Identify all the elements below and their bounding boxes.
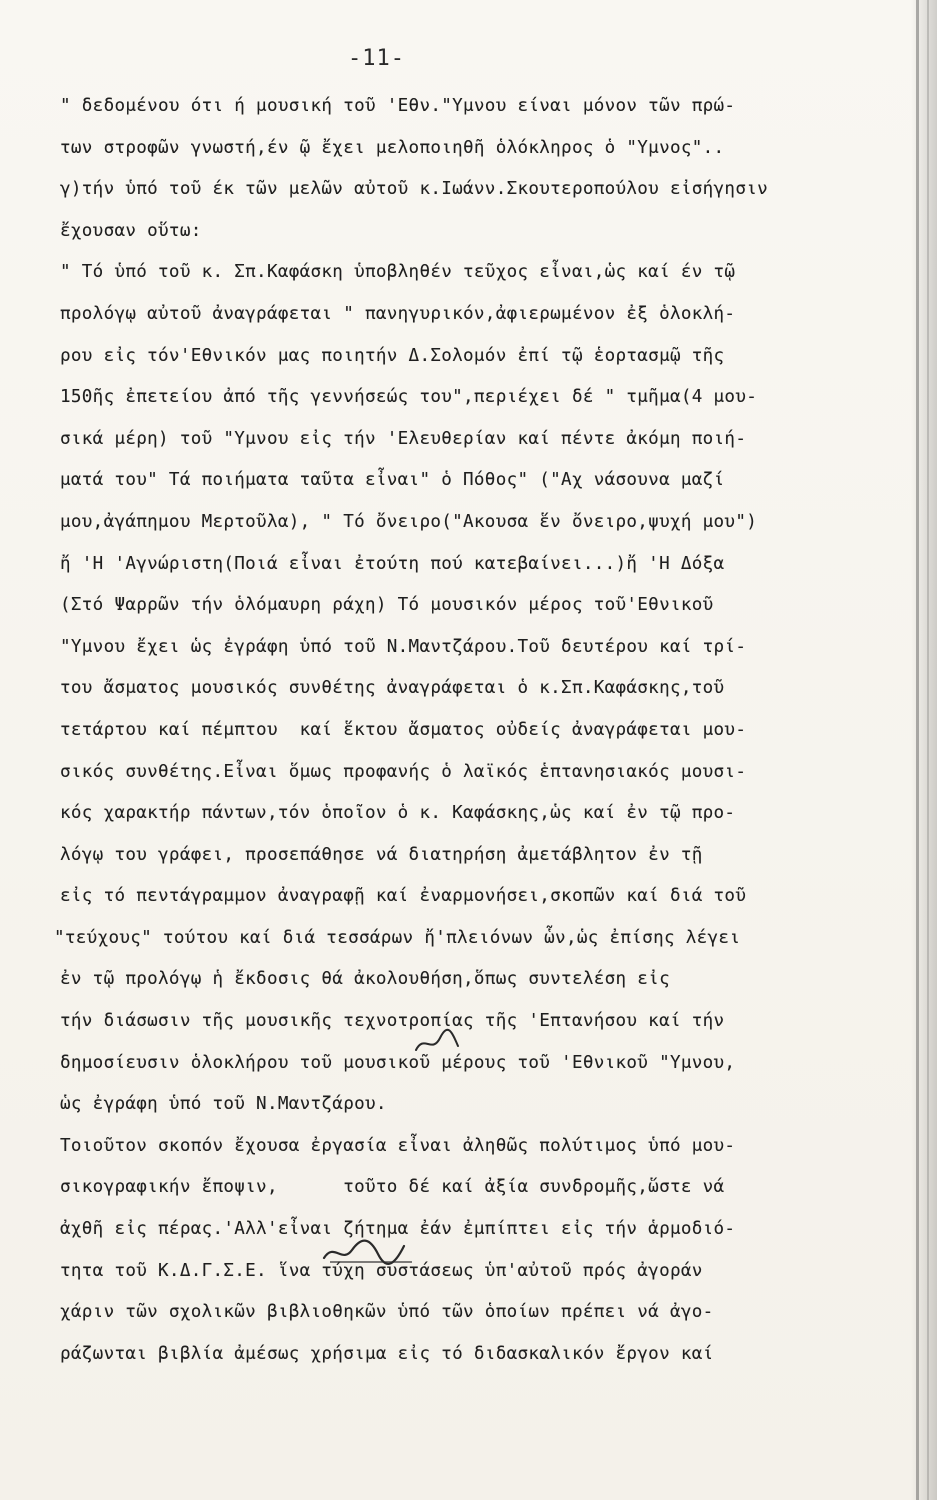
- typewritten-text-body: [54, 86, 920, 1375]
- text-line: μου,ἀγάπημου Μερτοῦλα), " Τό ὄνειρο("Ακουσα ἕν ὄνειρο,ψυχή μου"): [60, 511, 758, 532]
- text-line: "Υμνου ἔχει ὡς ἐγράφη ὑπό τοῦ Ν.Μαντζάρου.Τοῦ δευτέρου καί τρί-: [60, 636, 747, 657]
- binding-edge-line-secondary: [927, 0, 929, 1500]
- text-line: τητα τοῦ Κ.Δ.Γ.Σ.Ε. ἵνα τύχη συστάσεως ὑπ'αὐτοῦ πρός ἀγοράν: [60, 1260, 703, 1281]
- text-line: Τοιοῦτον σκοπόν ἔχουσα ἐργασία εἶναι ἀληθῶς πολύτιμος ὑπό μου-: [60, 1135, 736, 1156]
- text-line: ρου εἰς τόν'Εθνικόν μας ποιητήν Δ.Σολομόν ἐπί τῷ ἑορτασμῷ τῆς: [60, 345, 725, 366]
- text-line: κός χαρακτήρ πάντων,τόν ὁποῖον ὁ κ. Καφάσκης,ὡς καί ἐν τῷ προ-: [60, 803, 736, 824]
- text-line: ἐν τῷ προλόγῳ ἡ ἔκδοσις θά ἀκολουθήση,ὅπως συντελέση εἰς: [60, 969, 670, 990]
- handwritten-correction-mark: [320, 1232, 420, 1272]
- text-line: του ἄσματος μουσικός συνθέτης ἀναγράφεται ὁ κ.Σπ.Καφάσκης,τοῦ: [60, 678, 725, 699]
- text-line: τήν διάσωσιν τῆς μουσικῆς τεχνοτροπίας τῆς 'Επτανήσου καί τήν: [60, 1011, 725, 1032]
- text-line: "τεύχους" τούτου καί διά τεσσάρων ἤ'πλειόνων ὧν,ὡς ἐπίσης λέγει: [54, 927, 741, 948]
- text-line: τετάρτου καί πέμπτου καί ἕκτου ἄσματος οὐδείς ἀναγράφεται μου-: [60, 719, 747, 740]
- text-line: ἔχουσαν οὕτω:: [60, 220, 202, 241]
- text-line: εἰς τό πεντάγραμμον ἀναγραφῇ καί ἐναρμονήσει,σκοπῶν καί διά τοῦ: [60, 886, 747, 907]
- text-line: των στροφῶν γνωστή,έν ῷ ἔχει μελοποιηθῆ ὁλόκληρος ὁ "Υμνος"..: [60, 137, 725, 158]
- text-line: δημοσίευσιν ὁλοκλήρου τοῦ μουσικοῦ μέρους τοῦ 'Εθνικοῦ "Υμνου,: [60, 1052, 736, 1073]
- text-line: " δεδομένου ότι ή μουσική τοῦ 'Εθν."Υμνου είναι μόνον τῶν πρώ-: [60, 96, 736, 116]
- text-line: σικός συνθέτης.Εἶναι ὅμως προφανής ὁ λαϊκός ἑπτανησιακός μουσι-: [60, 761, 747, 782]
- text-line: " Τό ὑπό τοῦ κ. Σπ.Καφάσκη ὑποβληθέν τεῦχος εἶναι,ὡς καί έν τῷ: [60, 262, 736, 283]
- handwritten-insertion-mark: [412, 1028, 462, 1058]
- text-line: ὡς ἐγράφη ὑπό τοῦ Ν.Μαντζάρου.: [60, 1094, 387, 1115]
- text-line: (Στό Ψαρρῶν τήν ὁλόμαυρη ράχη) Τό μουσικόν μέρος τοῦ'Εθνικοῦ: [60, 595, 714, 616]
- text-line: γ)τήν ὑπό τοῦ έκ τῶν μελῶν αὐτοῦ κ.Ιωάνν.Σκουτεροπούλου εἰσήγησιν: [60, 179, 769, 200]
- text-line: ἤ 'Η 'Αγνώριστη(Ποιά εἶναι ἐτούτη πού κατεβαίνει...)ἤ 'Η Δόξα: [60, 553, 725, 574]
- text-line: σικογραφικήν ἔποψιν, τοῦτο δέ καί ἀξία συνδρομῆς,ὥστε νά: [60, 1177, 725, 1198]
- text-line: λόγῳ του γράφει, προσεπάθησε νά διατηρήση ἀμετάβλητον ἐν τῇ: [60, 844, 703, 865]
- text-line: χάριν τῶν σχολικῶν βιβλιοθηκῶν ὑπό τῶν ὁποίων πρέπει νά ἀγο-: [60, 1302, 714, 1323]
- text-line: 150ῆς ἐπετείου ἀπό τῆς γεννήσεώς του",περιέχει δέ " τμῆμα(4 μου-: [60, 387, 758, 408]
- text-line: ἀχθῆ εἰς πέρας.'Αλλ'εἶναι ζήτημα ἐάν ἐμπίπτει εἰς τήν ἁρμοδιό-: [60, 1219, 736, 1240]
- page-number: -11-: [348, 46, 405, 71]
- text-line: σικά μέρη) τοῦ "Υμνου εἰς τήν 'Ελευθερίαν καί πέντε ἀκόμη ποιή-: [60, 428, 747, 449]
- text-line: προλόγῳ αὐτοῦ ἀναγράφεται " πανηγυρικόν,ἀφιερωμένον ἐξ ὁλοκλή-: [60, 303, 736, 324]
- text-line: ράζωνται βιβλία ἀμέσως χρήσιμα εἰς τό διδασκαλικόν ἔργον καί: [60, 1343, 714, 1364]
- text-line: ματά του" Τά ποιήματα ταῦτα εἶναι" ὁ Πόθος" ("Αχ νάσουνα μαζί: [60, 470, 725, 491]
